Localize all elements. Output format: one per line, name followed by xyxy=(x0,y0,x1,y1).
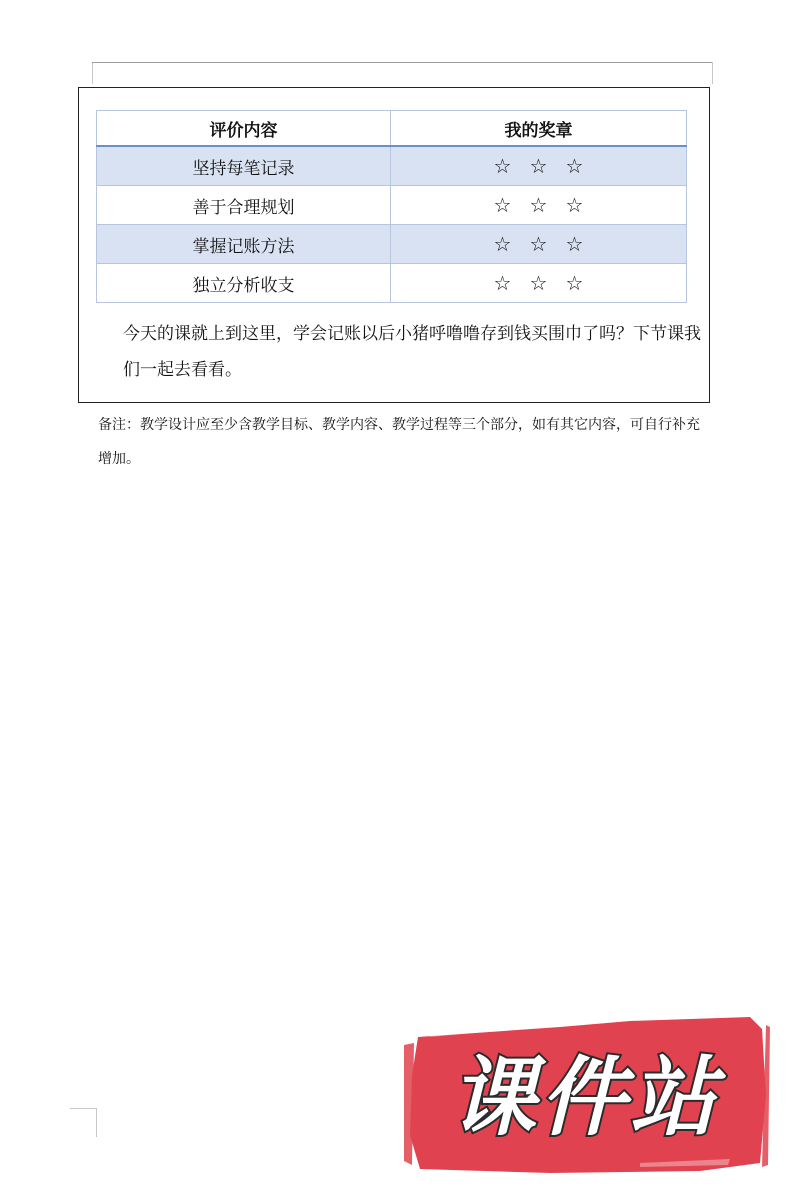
header-medals: 我的奖章 xyxy=(391,111,687,147)
star-icon[interactable]: ☆ xyxy=(565,193,584,217)
evaluation-table xyxy=(96,110,687,303)
star-rating-cell xyxy=(391,186,687,225)
criterion-cell: 独立分析收支 xyxy=(97,264,391,303)
star-icon[interactable]: ☆ xyxy=(529,193,548,217)
criterion-cell: 掌握记账方法 xyxy=(97,225,391,264)
star-icon[interactable]: ☆ xyxy=(565,154,584,178)
star-icon[interactable]: ☆ xyxy=(529,271,548,295)
watermark-text: 课件站 xyxy=(450,1048,720,1148)
watermark-logo xyxy=(400,1015,770,1175)
star-icon[interactable]: ☆ xyxy=(493,154,512,178)
star-rating-cell xyxy=(391,146,687,186)
table-row xyxy=(97,146,687,186)
star-icon[interactable]: ☆ xyxy=(529,154,548,178)
criterion-cell: 坚持每笔记录 xyxy=(97,146,391,186)
content-frame xyxy=(78,87,710,403)
table-row xyxy=(97,225,687,264)
star-icon[interactable]: ☆ xyxy=(529,232,548,256)
header-rule xyxy=(92,62,712,63)
table-row xyxy=(97,186,687,225)
star-icon[interactable]: ☆ xyxy=(565,271,584,295)
header-criteria: 评价内容 xyxy=(97,111,391,147)
star-icon[interactable]: ☆ xyxy=(565,232,584,256)
crop-mark-top-right xyxy=(708,62,713,84)
star-icon[interactable]: ☆ xyxy=(493,232,512,256)
table-row xyxy=(97,264,687,303)
crop-mark-bottom-left xyxy=(70,1108,97,1137)
footnote: 备注：教学设计应至少含教学目标、教学内容、教学过程等三个部分，如有其它内容，可自行补充增加。 xyxy=(98,417,700,467)
closing-paragraph: 今天的课就上到这里，学会记账以后小猪呼噜噜存到钱买围巾了吗？下节课我们一起去看看。 xyxy=(123,324,701,380)
crop-mark-top-left xyxy=(92,62,97,84)
table-header-row xyxy=(97,111,687,147)
star-rating-cell xyxy=(391,264,687,303)
star-icon[interactable]: ☆ xyxy=(493,271,512,295)
star-icon[interactable]: ☆ xyxy=(493,193,512,217)
criterion-cell: 善于合理规划 xyxy=(97,186,391,225)
star-rating-cell xyxy=(391,225,687,264)
